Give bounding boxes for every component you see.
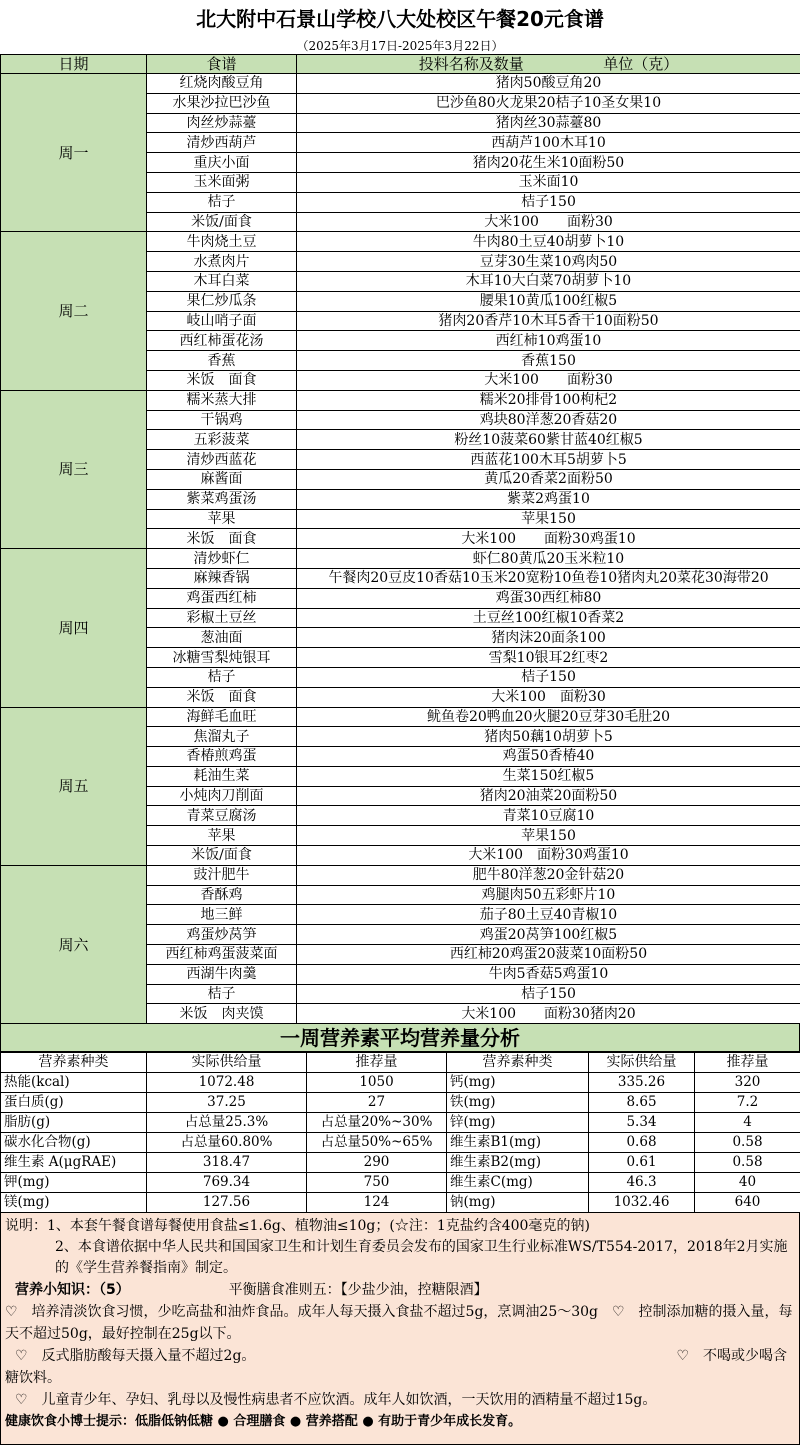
ingredients: 青菜10豆腐10	[297, 806, 800, 826]
nutrient-name: 钠(mg)	[447, 1193, 589, 1213]
ingredients: 午餐肉20豆皮10香菇10玉米20宽粉10鱼卷10猪肉丸20菜花30海带20	[297, 568, 800, 588]
ingredients: 鱿鱼卷20鸭血20火腿20豆芽30毛肚20	[297, 707, 800, 727]
nutrition-tip-row	[5, 1279, 795, 1301]
nutrition-title: 一周营养素平均营养量分析	[0, 1024, 800, 1052]
ingredients: 肥牛80洋葱20金针菇20	[297, 865, 800, 885]
ingredients: 猪肉沫20面条100	[297, 628, 800, 648]
nutrient-name: 碳水化合物(g)	[1, 1133, 147, 1153]
nutrient-header: 营养素种类	[447, 1053, 589, 1073]
nutrition-body	[1, 1073, 800, 1213]
nutrient-name: 钙(mg)	[447, 1073, 589, 1093]
ingredients: 猪肉50酸豆角20	[297, 74, 800, 94]
recommended-value: 0.58	[695, 1133, 800, 1153]
ingredients: 苹果150	[297, 826, 800, 846]
ingredients: 西红柿10鸡蛋10	[297, 331, 800, 351]
day-label: 周六	[1, 865, 147, 1023]
ingredients: 猪肉50藕10胡萝卜5	[297, 727, 800, 747]
dish-name: 桔子	[147, 667, 297, 687]
dish-name: 桔子	[147, 192, 297, 212]
dish-name: 耗油生菜	[147, 766, 297, 786]
nutrient-name: 脂肪(g)	[1, 1113, 147, 1133]
dish-name: 玉米面粥	[147, 172, 297, 192]
nutrition-header-row	[1, 1053, 800, 1073]
dish-name: 牛肉烧土豆	[147, 232, 297, 252]
dish-name: 岐山哨子面	[147, 311, 297, 331]
menu-row	[1, 390, 800, 410]
ingredients: 大米100 面粉30鸡蛋10	[297, 529, 800, 549]
dish-name: 水煮肉片	[147, 252, 297, 272]
dish-name: 麻酱面	[147, 469, 297, 489]
recommended-value: 750	[307, 1173, 447, 1193]
dish-name: 米饭 面食	[147, 529, 297, 549]
nutrient-name: 钾(mg)	[1, 1173, 147, 1193]
ingredients: 雪梨10银耳2红枣2	[297, 648, 800, 668]
dish-name: 彩椒土豆丝	[147, 608, 297, 628]
nutrition-table	[0, 1052, 800, 1213]
dish-name: 葱油面	[147, 628, 297, 648]
ingredients: 猪肉20花生米10面粉50	[297, 153, 800, 173]
dish-name: 米饭/面食	[147, 212, 297, 232]
recommended-value: 1050	[307, 1073, 447, 1093]
nutrition-row	[1, 1173, 800, 1193]
nutrient-name: 维生素 A(μgRAE)	[1, 1153, 147, 1173]
bullet-2b: ♡ 不喝或少喝含	[676, 1348, 787, 1365]
actual-value: 1032.46	[589, 1193, 695, 1213]
dish-name: 米饭 面食	[147, 370, 297, 390]
actual-value: 46.3	[589, 1173, 695, 1193]
ingredients: 苹果150	[297, 509, 800, 529]
menu-table	[0, 54, 800, 1024]
menu-header-row	[1, 55, 800, 74]
day-label: 周三	[1, 390, 147, 548]
dish-name: 香蕉	[147, 351, 297, 371]
dish-name: 干锅鸡	[147, 410, 297, 430]
dish-name: 米饭/面食	[147, 846, 297, 866]
actual-value: 0.61	[589, 1153, 695, 1173]
dish-name: 桔子	[147, 984, 297, 1004]
note-2: 2、本食谱依据中华人民共和国国家卫生和计划生育委员会发布的国家卫生行业标准WS/T554-2017，2018年2月实施的《学生营养餐指南》制定。	[55, 1239, 788, 1277]
dish-name: 清炒西蓝花	[147, 450, 297, 470]
nutrition-row	[1, 1073, 800, 1093]
dish-name: 西湖牛肉羹	[147, 964, 297, 984]
note-1: 说明：1、本套午餐食谱每餐使用食盐≤1.6g、植物油≤10g；(☆注：1克盐约含400毫克的钠)	[5, 1218, 590, 1235]
ingredients: 桔子150	[297, 192, 800, 212]
actual-header: 实际供给量	[589, 1053, 695, 1073]
ingredients: 猪肉20香芹10木耳5香干10面粉50	[297, 311, 800, 331]
dish-name: 西红柿蛋花汤	[147, 331, 297, 351]
recommended-value: 290	[307, 1153, 447, 1173]
recommended-value: 320	[695, 1073, 800, 1093]
ingredients: 糯米20排骨100枸杞2	[297, 390, 800, 410]
recommended-value: 占总量50%~65%	[307, 1133, 447, 1153]
ingredients: 虾仁80黄瓜20玉米粒10	[297, 549, 800, 569]
dish-name: 水果沙拉巴沙鱼	[147, 93, 297, 113]
nutrient-name: 热能(kcal)	[1, 1073, 147, 1093]
day-label: 周五	[1, 707, 147, 865]
recommended-value: 40	[695, 1173, 800, 1193]
nutrient-name: 维生素C(mg)	[447, 1173, 589, 1193]
day-label: 周二	[1, 232, 147, 390]
ingredients: 香蕉150	[297, 351, 800, 371]
dish-name: 紫菜鸡蛋汤	[147, 489, 297, 509]
ingredients: 黄瓜20香菜2面粉50	[297, 469, 800, 489]
ingredients: 生菜150红椒5	[297, 766, 800, 786]
ingredients: 牛肉5香菇5鸡蛋10	[297, 964, 800, 984]
bullet-2a: ♡ 反式脂肪酸每天摄入量不超过2g。	[15, 1348, 256, 1365]
recommended-value: 4	[695, 1113, 800, 1133]
ingredients: 西葫芦100木耳10	[297, 133, 800, 153]
bullet-2-row	[5, 1345, 795, 1367]
ingredients: 大米100 面粉30	[297, 370, 800, 390]
ingredients: 鸡蛋20莴笋100红椒5	[297, 925, 800, 945]
dish-name: 冰糖雪梨炖银耳	[147, 648, 297, 668]
dish-name: 小炖肉刀削面	[147, 786, 297, 806]
menu-row	[1, 232, 800, 252]
bullet-3: ♡ 儿童青少年、孕妇、乳母以及慢性病患者不应饮酒。成年人如饮酒，一天饮用的酒精量不超过15g。	[15, 1392, 657, 1409]
nutrient-name: 铁(mg)	[447, 1093, 589, 1113]
actual-value: 1072.48	[147, 1073, 307, 1093]
page-title: 北大附中石景山学校八大处校区午餐20元食谱	[196, 7, 604, 31]
header-dish: 食谱	[147, 55, 297, 74]
dish-name: 清炒虾仁	[147, 549, 297, 569]
ingredients: 猪肉20油菜20面粉50	[297, 786, 800, 806]
header-unit-label: 单位（克）	[603, 55, 679, 73]
ingredients: 巴沙鱼80火龙果20桔子10圣女果10	[297, 93, 800, 113]
actual-value: 127.56	[147, 1193, 307, 1213]
actual-value: 318.47	[147, 1153, 307, 1173]
bullet-1: ♡ 培养清淡饮食习惯，少吃高盐和油炸食品。成年人每天摄入食盐不超过5g，烹调油25～30g ♡ 控制添加糖的摄入量，每天不超过50g，最好控制在25g以下。	[5, 1304, 793, 1343]
actual-value: 0.68	[589, 1133, 695, 1153]
ingredients: 猪肉丝30蒜薹80	[297, 113, 800, 133]
header-ingredients	[297, 55, 800, 74]
ingredients: 茄子80土豆40青椒10	[297, 905, 800, 925]
actual-value: 占总量25.3%	[147, 1113, 307, 1133]
dish-name: 红烧肉酸豆角	[147, 74, 297, 94]
ingredients: 桔子150	[297, 667, 800, 687]
ingredients: 大米100 面粉30鸡蛋10	[297, 846, 800, 866]
notes-section	[0, 1213, 800, 1445]
recommended-header: 推荐量	[307, 1053, 447, 1073]
nutrient-name: 锌(mg)	[447, 1113, 589, 1133]
dish-name: 麻辣香锅	[147, 568, 297, 588]
ingredients: 鸡块80洋葱20香菇20	[297, 410, 800, 430]
ingredients: 桔子150	[297, 984, 800, 1004]
actual-value: 769.34	[147, 1173, 307, 1193]
nutrition-row	[1, 1193, 800, 1213]
menu-row	[1, 865, 800, 885]
actual-header: 实际供给量	[147, 1053, 307, 1073]
dish-name: 重庆小面	[147, 153, 297, 173]
nutrition-row	[1, 1113, 800, 1133]
recommended-value: 占总量20%~30%	[307, 1113, 447, 1133]
ingredients: 土豆丝100红椒10香菜2	[297, 608, 800, 628]
nutrient-name: 镁(mg)	[1, 1193, 147, 1213]
day-label: 周一	[1, 74, 147, 232]
ingredients: 大米100 面粉30	[297, 687, 800, 707]
dish-name: 苹果	[147, 826, 297, 846]
dish-name: 五彩菠菜	[147, 430, 297, 450]
ingredients: 紫菜2鸡蛋10	[297, 489, 800, 509]
nutrition-row	[1, 1093, 800, 1113]
ingredients: 鸡腿肉50五彩虾片10	[297, 885, 800, 905]
ingredients: 鸡蛋50香椿40	[297, 747, 800, 767]
ingredients: 大米100 面粉30	[297, 212, 800, 232]
ingredients: 大米100 面粉30猪肉20	[297, 1004, 800, 1024]
dish-name: 香椿煎鸡蛋	[147, 747, 297, 767]
dish-name: 米饭 肉夹馍	[147, 1004, 297, 1024]
actual-value: 占总量60.80%	[147, 1133, 307, 1153]
recommended-value: 7.2	[695, 1093, 800, 1113]
dish-name: 鸡蛋西红柿	[147, 588, 297, 608]
nutrient-header: 营养素种类	[1, 1053, 147, 1073]
dish-name: 豉汁肥牛	[147, 865, 297, 885]
date-range: （2025年3月17日-2025年3月22日）	[296, 39, 504, 53]
recommended-value: 640	[695, 1193, 800, 1213]
dish-name: 米饭 面食	[147, 687, 297, 707]
ingredients: 玉米面10	[297, 172, 800, 192]
dish-name: 西红柿鸡蛋菠菜面	[147, 945, 297, 965]
menu-row	[1, 549, 800, 569]
menu-row	[1, 74, 800, 94]
nutrient-name: 蛋白质(g)	[1, 1093, 147, 1113]
dish-name: 焦溜丸子	[147, 727, 297, 747]
recommended-value: 27	[307, 1093, 447, 1113]
ingredients: 西红柿20鸡蛋20菠菜10面粉50	[297, 945, 800, 965]
nutrition-row	[1, 1153, 800, 1173]
recommended-value: 0.58	[695, 1153, 800, 1173]
nutrition-row	[1, 1133, 800, 1153]
actual-value: 5.34	[589, 1113, 695, 1133]
dish-name: 青菜豆腐汤	[147, 806, 297, 826]
dish-name: 肉丝炒蒜薹	[147, 113, 297, 133]
dish-name: 木耳白菜	[147, 271, 297, 291]
dish-name: 香酥鸡	[147, 885, 297, 905]
ingredients: 木耳10大白菜70胡萝卜10	[297, 271, 800, 291]
dish-name: 地三鲜	[147, 905, 297, 925]
ingredients: 牛肉80土豆40胡萝卜10	[297, 232, 800, 252]
menu-body	[1, 74, 800, 1024]
dish-name: 清炒西葫芦	[147, 133, 297, 153]
ingredients: 粉丝10菠菜60紫甘蓝40红椒5	[297, 430, 800, 450]
dish-name: 糯米蒸大排	[147, 390, 297, 410]
dish-name: 鸡蛋炒莴笋	[147, 925, 297, 945]
ingredients: 腰果10黄瓜100红椒5	[297, 291, 800, 311]
recommended-value: 124	[307, 1193, 447, 1213]
nutrient-name: 维生素B2(mg)	[447, 1153, 589, 1173]
dish-name: 海鲜毛血旺	[147, 707, 297, 727]
bullet-2c: 糖饮料。	[5, 1370, 61, 1387]
actual-value: 37.25	[147, 1093, 307, 1113]
ingredients: 西蓝花100木耳5胡萝卜5	[297, 450, 800, 470]
footer-tip: 健康饮食小博士提示：低脂低钠低糖 ● 合理膳食 ● 营养搭配 ● 有助于青少年成长发育。	[5, 1414, 522, 1430]
ingredients: 鸡蛋30西红柿80	[297, 588, 800, 608]
nutrition-tip-label: 营养小知识：（5）	[15, 1282, 130, 1299]
dish-name: 果仁炒瓜条	[147, 291, 297, 311]
actual-value: 8.65	[589, 1093, 695, 1113]
header-ingredients-label: 投料名称及数量	[418, 55, 524, 73]
header-date: 日期	[1, 55, 147, 74]
day-label: 周四	[1, 549, 147, 707]
recommended-header: 推荐量	[695, 1053, 800, 1073]
actual-value: 335.26	[589, 1073, 695, 1093]
dish-name: 苹果	[147, 509, 297, 529]
nutrient-name: 维生素B1(mg)	[447, 1133, 589, 1153]
ingredients: 豆芽30生菜10鸡肉50	[297, 252, 800, 272]
nutrition-tip-rule: 平衡膳食准则五：【少盐少油，控糖限酒】	[228, 1282, 488, 1299]
menu-row	[1, 707, 800, 727]
